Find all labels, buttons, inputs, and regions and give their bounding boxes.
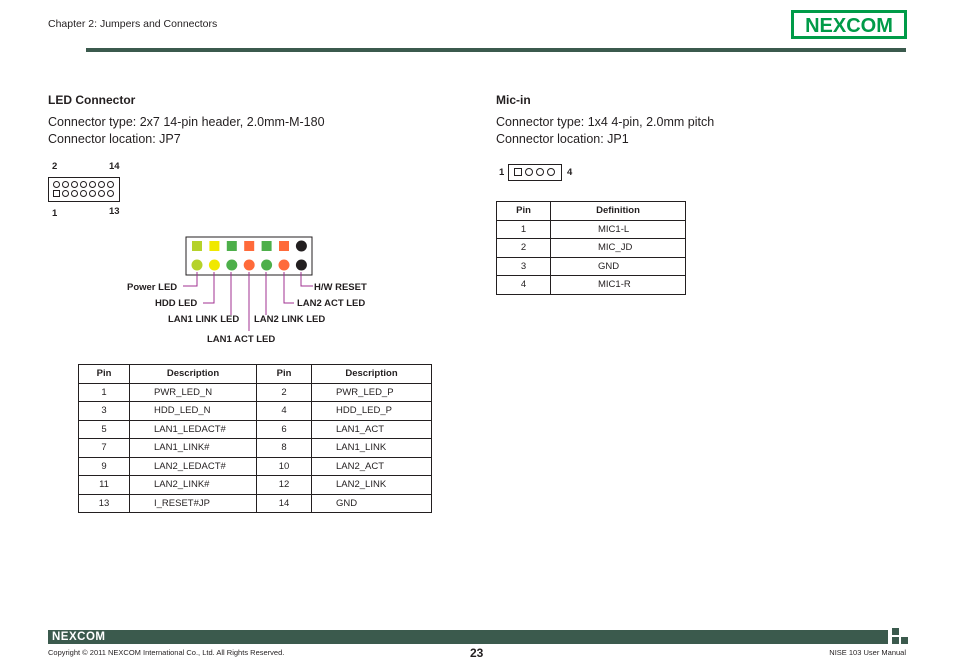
page-number: 23 bbox=[470, 646, 484, 660]
lan1-link-led-label: LAN1 LINK LED bbox=[168, 314, 240, 325]
hw-reset-dot bbox=[296, 260, 307, 271]
definition-cell: GND bbox=[551, 257, 686, 276]
header-pin bbox=[89, 181, 96, 188]
lan2-act-dot bbox=[279, 260, 290, 271]
pin-cell: 13 bbox=[79, 494, 130, 513]
pin-cell: 4 bbox=[257, 402, 312, 421]
definition-cell: MIC1-R bbox=[551, 276, 686, 295]
lan2-link-square bbox=[262, 241, 272, 251]
lan1-act-square bbox=[244, 241, 254, 251]
table-row bbox=[79, 476, 432, 495]
hdd-square bbox=[209, 241, 219, 251]
description-cell: PWR_LED_N bbox=[130, 383, 257, 402]
table-row bbox=[497, 257, 686, 276]
lan2-act-led-label: LAN2 ACT LED bbox=[297, 298, 366, 309]
mic-pin bbox=[547, 168, 555, 176]
led-header-diagram bbox=[48, 177, 120, 202]
lan1-act-dot bbox=[244, 260, 255, 271]
table-row bbox=[497, 239, 686, 258]
led-connector-type: Connector type: 2x7 14-pin header, 2.0mm-M-180 bbox=[48, 115, 325, 129]
description-cell: LAN2_ACT bbox=[312, 457, 432, 476]
mic-connector-type: Connector type: 1x4 4-pin, 2.0mm pitch bbox=[496, 115, 715, 129]
footer-bar bbox=[48, 630, 888, 644]
pin-cell: 10 bbox=[257, 457, 312, 476]
header-pin bbox=[62, 181, 69, 188]
header-pin bbox=[53, 181, 60, 188]
mic-connector-location: Connector location: JP1 bbox=[496, 132, 629, 146]
header-pin bbox=[98, 190, 105, 197]
mic-pin bbox=[536, 168, 544, 176]
column-header: Description bbox=[312, 365, 432, 384]
table-row bbox=[79, 494, 432, 513]
table-row bbox=[79, 420, 432, 439]
pin-cell: 7 bbox=[79, 439, 130, 458]
header-pin bbox=[80, 181, 87, 188]
table-row bbox=[79, 439, 432, 458]
led-section-title: LED Connector bbox=[48, 93, 136, 107]
column-header: Pin bbox=[79, 365, 130, 384]
lan2-act-square bbox=[279, 241, 289, 251]
description-cell: GND bbox=[312, 494, 432, 513]
led-pin-label-1: 1 bbox=[52, 208, 58, 219]
led-pin-table bbox=[78, 364, 432, 513]
column-header: Pin bbox=[257, 365, 312, 384]
mic-section-title: Mic-in bbox=[496, 93, 531, 107]
table-header-row bbox=[497, 202, 686, 221]
hdd-led-leader bbox=[203, 272, 214, 303]
lan1-link-square bbox=[227, 241, 237, 251]
pin-cell: 12 bbox=[257, 476, 312, 495]
pin-cell: 2 bbox=[257, 383, 312, 402]
table-row bbox=[497, 220, 686, 239]
lan2-act-led-leader bbox=[284, 272, 294, 303]
chapter-title: Chapter 2: Jumpers and Connectors bbox=[48, 18, 218, 30]
table-row bbox=[79, 457, 432, 476]
definition-cell: MIC_JD bbox=[551, 239, 686, 258]
hw-reset-label: H/W RESET bbox=[314, 282, 367, 293]
description-cell: HDD_LED_N bbox=[130, 402, 257, 421]
corner-mark-icon bbox=[892, 628, 908, 644]
led-pin-label-14: 14 bbox=[109, 161, 120, 172]
power-square bbox=[192, 241, 202, 251]
description-cell: LAN2_LINK bbox=[312, 476, 432, 495]
mic-pin-label-1: 1 bbox=[499, 167, 505, 178]
header-pin bbox=[107, 181, 114, 188]
pin-cell: 9 bbox=[79, 457, 130, 476]
header-pin bbox=[80, 190, 87, 197]
power-led-label: Power LED bbox=[127, 282, 178, 293]
mic-pin-label-4: 4 bbox=[567, 167, 573, 178]
description-cell: I_RESET#JP bbox=[130, 494, 257, 513]
pin-cell: 1 bbox=[79, 383, 130, 402]
pin-cell: 5 bbox=[79, 420, 130, 439]
pin-cell: 6 bbox=[257, 420, 312, 439]
mic-pin-table bbox=[496, 201, 686, 295]
description-cell: PWR_LED_P bbox=[312, 383, 432, 402]
pin-cell: 11 bbox=[79, 476, 130, 495]
description-cell: LAN1_ACT bbox=[312, 420, 432, 439]
copyright-text: Copyright © 2011 NEXCOM International Co., Ltd. All Rights Reserved. bbox=[48, 648, 285, 657]
definition-cell: MIC1-L bbox=[551, 220, 686, 239]
manual-name: NISE 103 User Manual bbox=[829, 648, 906, 657]
description-cell: HDD_LED_P bbox=[312, 402, 432, 421]
header-pin bbox=[62, 190, 69, 197]
header-pin bbox=[89, 190, 96, 197]
led-connector-location: Connector location: JP7 bbox=[48, 132, 181, 146]
header-pin bbox=[71, 181, 78, 188]
pin-cell: 3 bbox=[79, 402, 130, 421]
header-pin-1 bbox=[53, 190, 60, 197]
hdd-dot bbox=[209, 260, 220, 271]
pin-cell: 3 bbox=[497, 257, 551, 276]
mic-header-diagram bbox=[508, 164, 562, 181]
description-cell: LAN1_LINK bbox=[312, 439, 432, 458]
header-rule bbox=[86, 48, 906, 52]
led-pin-label-13: 13 bbox=[109, 206, 120, 217]
mic-pin-1 bbox=[514, 168, 522, 176]
description-cell: LAN1_LINK# bbox=[130, 439, 257, 458]
power-dot bbox=[192, 260, 203, 271]
pin-cell: 14 bbox=[257, 494, 312, 513]
mic-pin bbox=[525, 168, 533, 176]
lan2-link-dot bbox=[261, 260, 272, 271]
header-pin bbox=[98, 181, 105, 188]
lan2-link-led-label: LAN2 LINK LED bbox=[254, 314, 326, 325]
description-cell: LAN2_LEDACT# bbox=[130, 457, 257, 476]
pin-cell: 1 bbox=[497, 220, 551, 239]
description-cell: LAN2_LINK# bbox=[130, 476, 257, 495]
column-header: Pin bbox=[497, 202, 551, 221]
table-row bbox=[497, 276, 686, 295]
nexcom-logo bbox=[791, 10, 907, 39]
table-row bbox=[79, 383, 432, 402]
header-pin bbox=[71, 190, 78, 197]
lan1-act-led-label: LAN1 ACT LED bbox=[207, 334, 276, 345]
header-pin bbox=[107, 190, 114, 197]
table-row bbox=[79, 402, 432, 421]
hdd-led-label: HDD LED bbox=[155, 298, 198, 309]
led-pin-label-2: 2 bbox=[52, 161, 58, 172]
table-header-row bbox=[79, 365, 432, 384]
description-cell: LAN1_LEDACT# bbox=[130, 420, 257, 439]
hw-reset-top-dot bbox=[296, 241, 307, 252]
pin-cell: 2 bbox=[497, 239, 551, 258]
pin-cell: 8 bbox=[257, 439, 312, 458]
column-header: Description bbox=[130, 365, 257, 384]
pin-cell: 4 bbox=[497, 276, 551, 295]
column-header: Definition bbox=[551, 202, 686, 221]
lan1-link-dot bbox=[226, 260, 237, 271]
footer-logo: NEXCOM bbox=[52, 631, 106, 643]
logo-text: NEXCOM bbox=[805, 15, 893, 37]
